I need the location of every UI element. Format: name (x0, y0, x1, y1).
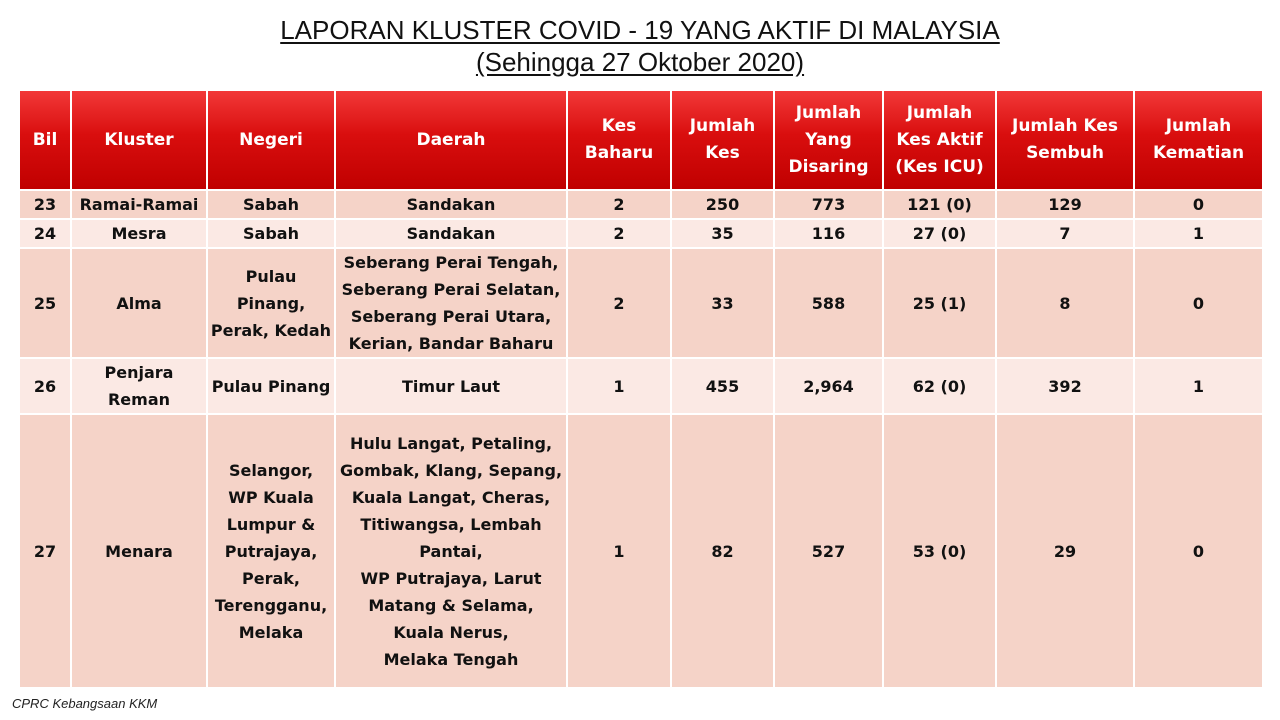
cell-jumlah-disaring: 773 (774, 190, 883, 219)
header-daerah: Daerah (335, 90, 567, 190)
cell-jumlah-disaring: 2,964 (774, 358, 883, 414)
report-title: LAPORAN KLUSTER COVID - 19 YANG AKTIF DI MALAYSIA (280, 15, 1000, 45)
report-date: (Sehingga 27 Oktober 2020) (475, 47, 805, 77)
table-row (19, 414, 1263, 688)
cell-negeri: Selangor, WP Kuala Lumpur & Putrajaya, Perak, Terengganu, Melaka (207, 414, 335, 688)
table-row (19, 248, 1263, 358)
cell-daerah: Seberang Perai Tengah, Seberang Perai Selatan, Seberang Perai Utara, Kerian, Bandar Baharu (335, 248, 567, 358)
cell-negeri: Sabah (207, 190, 335, 219)
cell-bil: 23 (19, 190, 71, 219)
cell-kematian: 1 (1134, 219, 1263, 248)
cell-kes-sembuh: 129 (996, 190, 1134, 219)
cell-kes-baharu: 2 (567, 248, 671, 358)
cell-kluster: Ramai-Ramai (71, 190, 207, 219)
header-kes-baharu: Kes Baharu (567, 90, 671, 190)
header-kluster: Kluster (71, 90, 207, 190)
cell-jumlah-kes: 82 (671, 414, 774, 688)
cell-kematian: 0 (1134, 248, 1263, 358)
cell-daerah: Hulu Langat, Petaling, Gombak, Klang, Sepang, Kuala Langat, Cheras, Titiwangsa, Lembah Pantai, WP Putrajaya, Larut Matang & Selama, Kuala Nerus, Melaka Tengah (335, 414, 567, 688)
cell-bil: 25 (19, 248, 71, 358)
cell-kes-sembuh: 392 (996, 358, 1134, 414)
cell-kluster: Alma (71, 248, 207, 358)
cell-kematian: 0 (1134, 414, 1263, 688)
header-jumlah-disaring: Jumlah Yang Disaring (774, 90, 883, 190)
header-kes-aktif: Jumlah Kes Aktif (Kes ICU) (883, 90, 996, 190)
cell-kes-aktif: 53 (0) (883, 414, 996, 688)
cell-kes-aktif: 62 (0) (883, 358, 996, 414)
cell-jumlah-kes: 35 (671, 219, 774, 248)
cell-jumlah-kes: 455 (671, 358, 774, 414)
cell-kes-baharu: 2 (567, 219, 671, 248)
cell-kematian: 0 (1134, 190, 1263, 219)
cell-kluster: Menara (71, 414, 207, 688)
cell-negeri: Pulau Pinang (207, 358, 335, 414)
cell-kes-sembuh: 29 (996, 414, 1134, 688)
cell-kes-baharu: 1 (567, 414, 671, 688)
header-jumlah-kes: Jumlah Kes (671, 90, 774, 190)
cell-jumlah-kes: 33 (671, 248, 774, 358)
cell-daerah: Sandakan (335, 190, 567, 219)
cell-jumlah-disaring: 527 (774, 414, 883, 688)
cell-kes-aktif: 27 (0) (883, 219, 996, 248)
cell-bil: 24 (19, 219, 71, 248)
cell-daerah: Sandakan (335, 219, 567, 248)
cell-kluster: Mesra (71, 219, 207, 248)
cell-kluster: Penjara Reman (71, 358, 207, 414)
cell-bil: 26 (19, 358, 71, 414)
cell-kes-baharu: 2 (567, 190, 671, 219)
cell-negeri: Sabah (207, 219, 335, 248)
table-row (19, 190, 1263, 219)
cell-kes-baharu: 1 (567, 358, 671, 414)
cluster-table (18, 89, 1264, 689)
cell-kes-sembuh: 7 (996, 219, 1134, 248)
table-row (19, 219, 1263, 248)
report-title-block (0, 14, 1280, 78)
header-kes-sembuh: Jumlah Kes Sembuh (996, 90, 1134, 190)
cell-kes-aktif: 25 (1) (883, 248, 996, 358)
cell-kematian: 1 (1134, 358, 1263, 414)
table-row (19, 358, 1263, 414)
header-negeri: Negeri (207, 90, 335, 190)
cell-negeri: Pulau Pinang, Perak, Kedah (207, 248, 335, 358)
cell-jumlah-kes: 250 (671, 190, 774, 219)
header-bil: Bil (19, 90, 71, 190)
source-footer: CPRC Kebangsaan KKM (12, 696, 158, 711)
cell-daerah: Timur Laut (335, 358, 567, 414)
header-row (19, 90, 1263, 190)
cell-kes-aktif: 121 (0) (883, 190, 996, 219)
cell-bil: 27 (19, 414, 71, 688)
cell-jumlah-disaring: 116 (774, 219, 883, 248)
cell-kes-sembuh: 8 (996, 248, 1134, 358)
cell-jumlah-disaring: 588 (774, 248, 883, 358)
header-kematian: Jumlah Kematian (1134, 90, 1263, 190)
